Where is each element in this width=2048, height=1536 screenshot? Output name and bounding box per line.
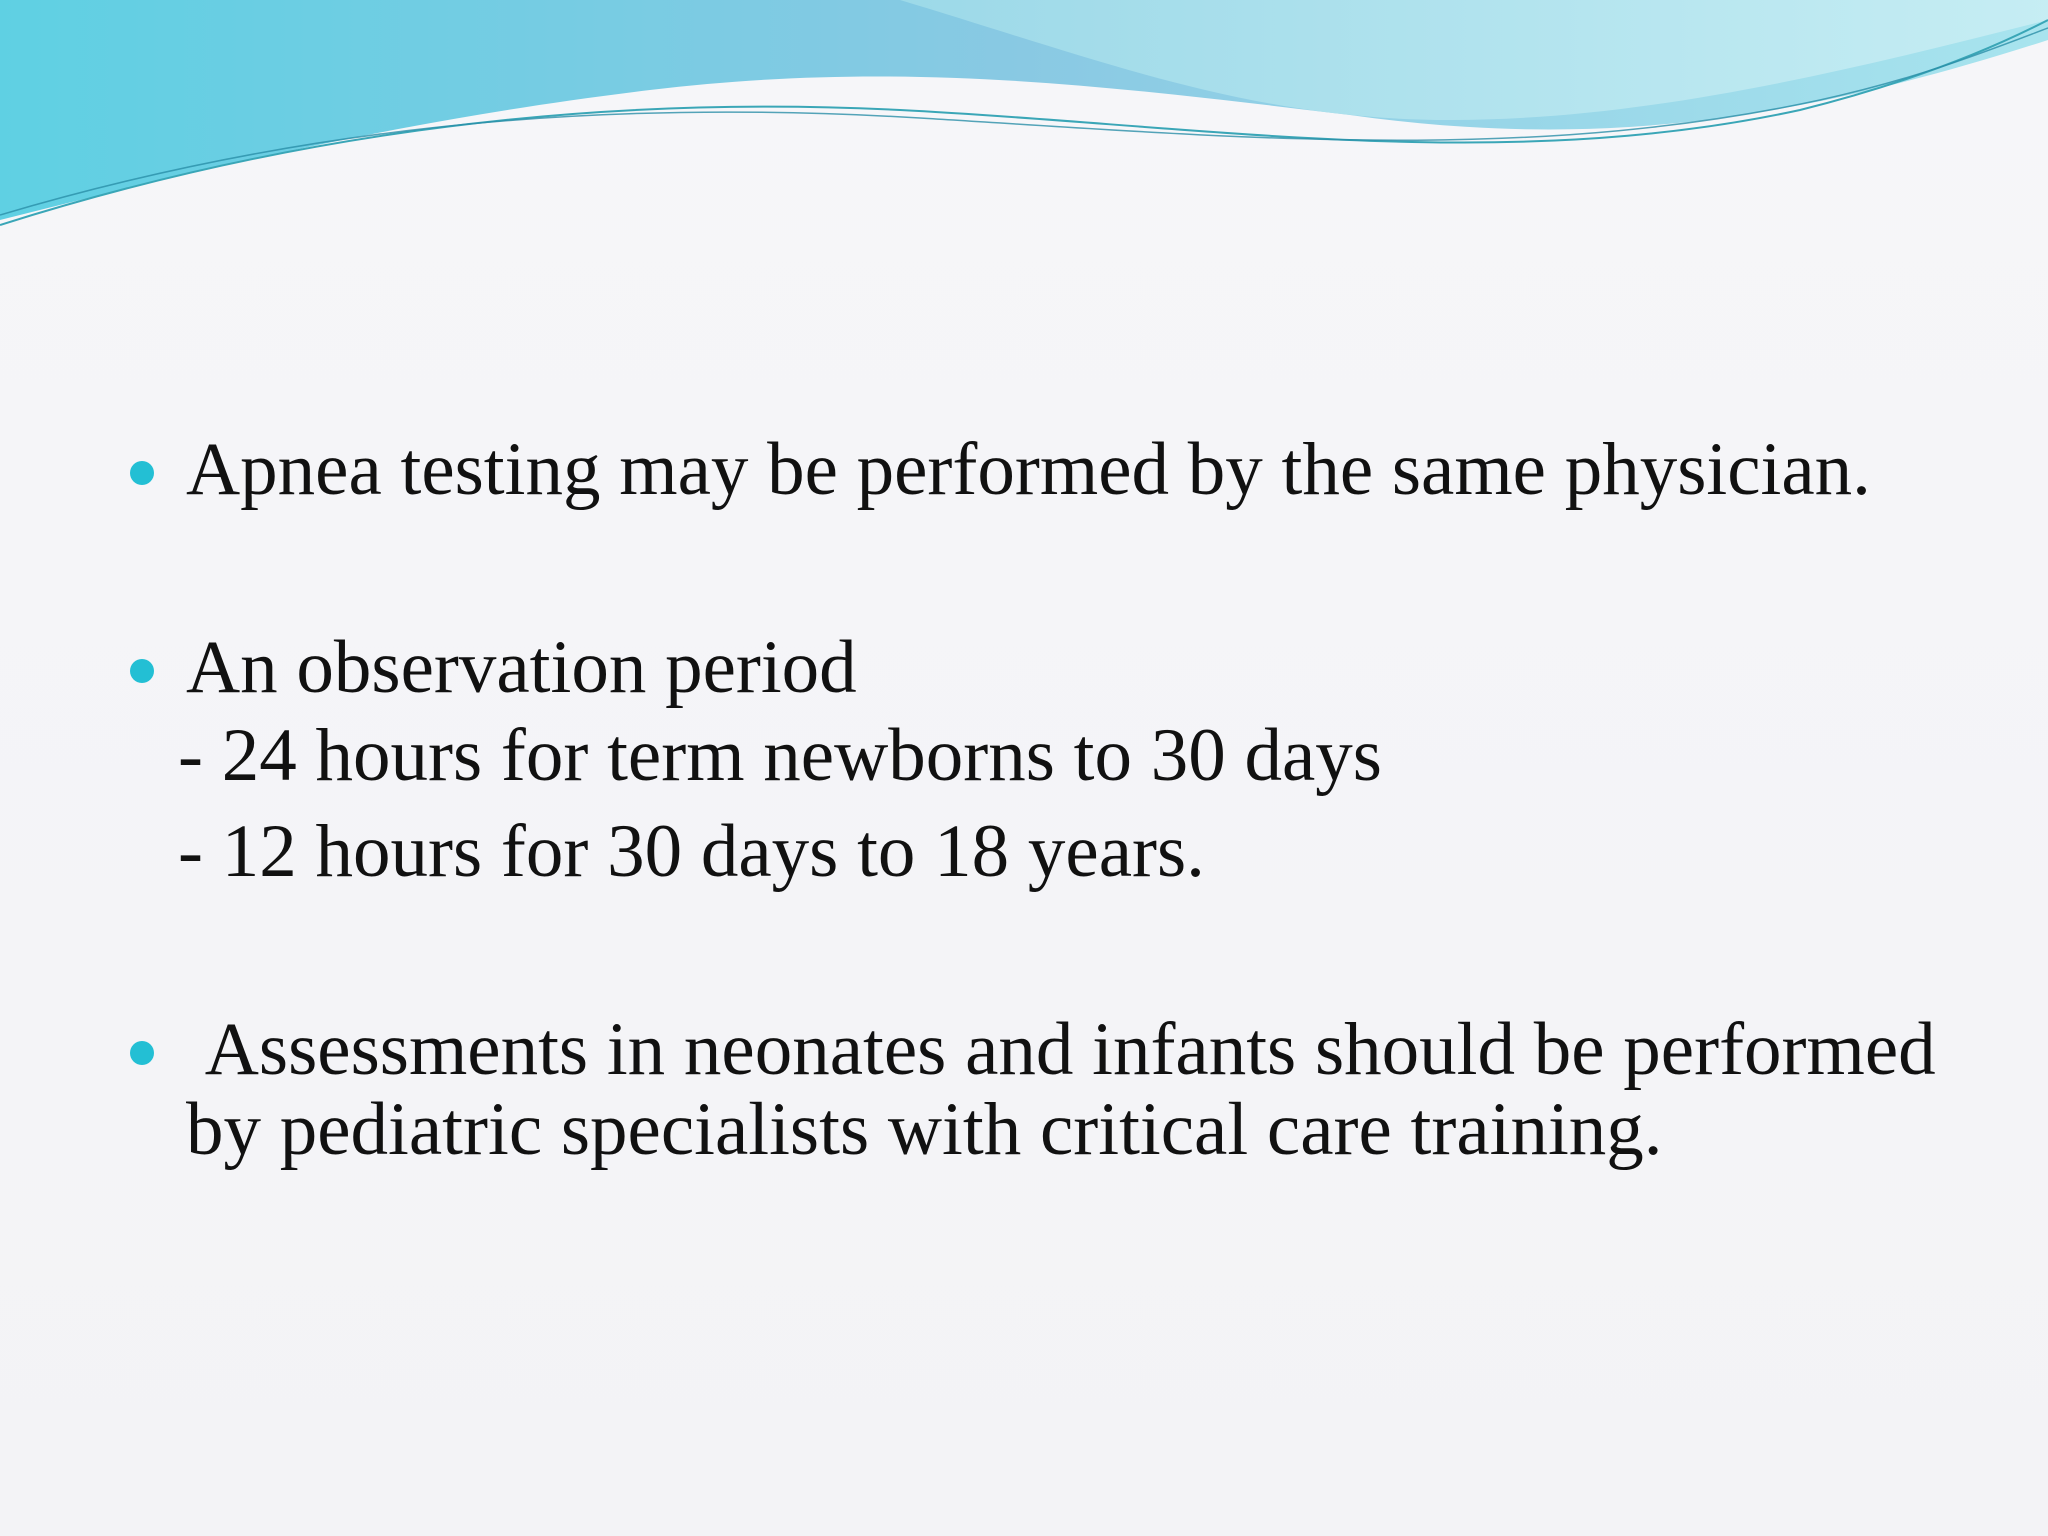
header-wave-decoration [0, 0, 2048, 240]
subitem-children: - 12 hours for 30 days to 18 years. [178, 810, 1205, 893]
bullet-dot-icon [130, 1041, 154, 1065]
bullet-assessments [130, 1008, 1955, 1171]
observation-period-subitems [130, 708, 1950, 900]
bullet-observation-period [130, 628, 1950, 708]
bullet-text: An observation period [186, 626, 857, 709]
bullet-apnea-testing [130, 430, 1950, 510]
bullet-text: Assessments in neonates and infants should be performed by pediatric specialists with critical care training. [186, 1008, 1955, 1171]
slide-body [130, 428, 1955, 1171]
bullet-dot-icon [130, 659, 154, 683]
bullet-text: Apnea testing may be performed by the same physician. [186, 428, 1871, 511]
subitem-term-newborns: - 24 hours for term newborns to 30 days [178, 714, 1382, 797]
bullet-dot-icon [130, 461, 154, 485]
